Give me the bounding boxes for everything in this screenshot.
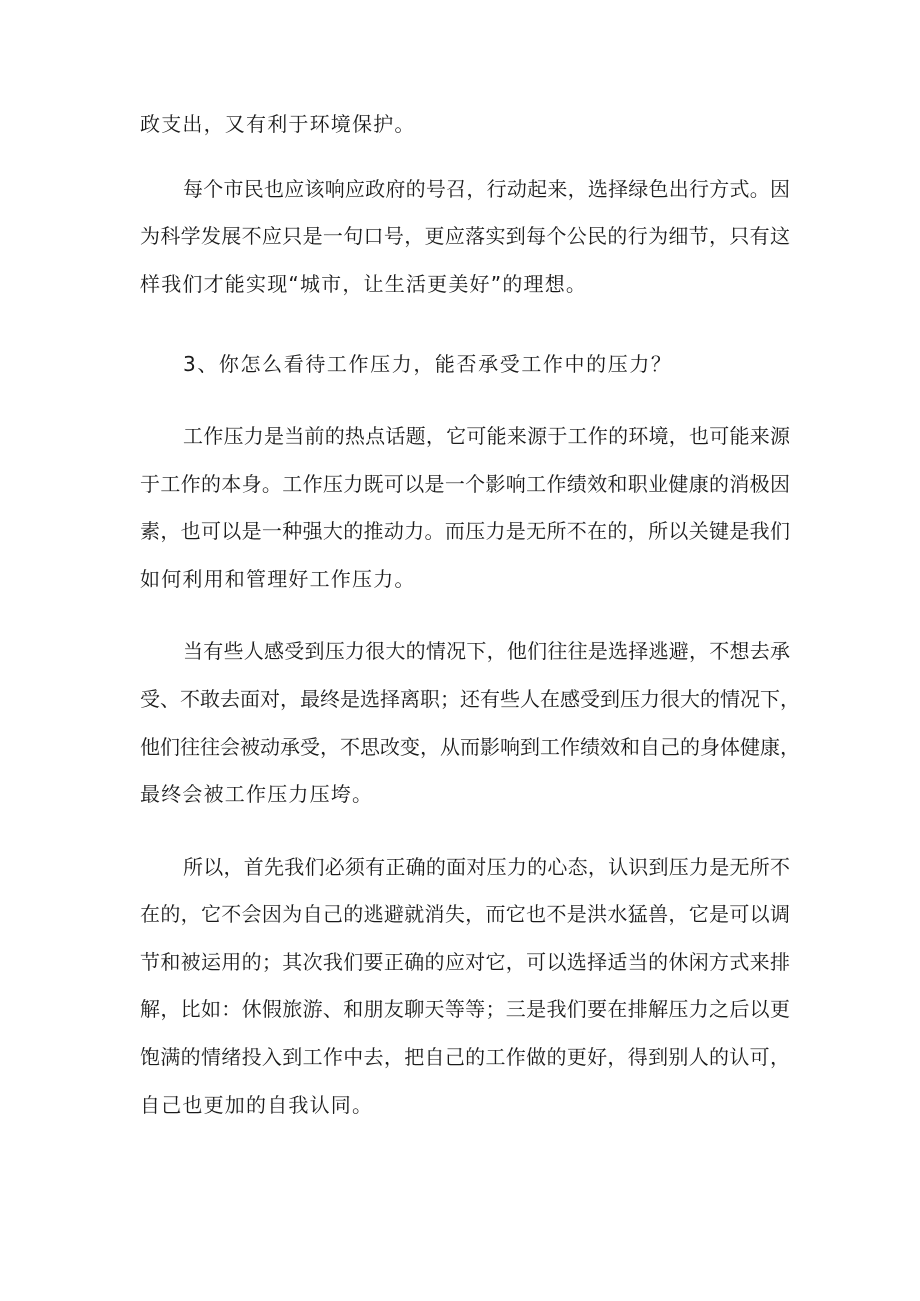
paragraph-line: 如何利用和管理好工作压力。 — [140, 567, 416, 591]
paragraph-line: 他们往往会被动承受，不思改变，从而影响到工作绩效和自己的身体健康， — [140, 735, 800, 759]
paragraph-line: 所以，首先我们必须有正确的面对压力的心态，认识到压力是无所不 — [183, 855, 790, 879]
paragraph-line: 样我们才能实现“城市，让生活更美好”的理想。 — [140, 272, 588, 296]
paragraph-line: 每个市民也应该响应政府的号召，行动起来，选择绿色出行方式。因 — [183, 177, 790, 201]
paragraph-line: 政支出，又有利于环境保护。 — [140, 112, 416, 136]
paragraph-line: 自己也更加的自我认同。 — [140, 1093, 374, 1117]
paragraph-line: 在的，它不会因为自己的逃避就消失，而它也不是洪水猛兽，它是可以调 — [140, 902, 790, 926]
paragraph-line: 工作压力是当前的热点话题，它可能来源于工作的环境，也可能来源 — [183, 424, 790, 448]
paragraph-line: 素，也可以是一种强大的推动力。而压力是无所不在的，所以关键是我们 — [140, 519, 790, 543]
paragraph-line: 当有些人感受到压力很大的情况下，他们往往是选择逃避，不想去承 — [183, 639, 790, 663]
paragraph-line: 为科学发展不应只是一句口号，更应落实到每个公民的行为细节，只有这 — [140, 224, 790, 248]
question-heading: 3、你怎么看待工作压力，能否承受工作中的压力？ — [183, 352, 673, 376]
paragraph-line: 解，比如：休假旅游、和朋友聊天等等；三是我们要在排解压力之后以更 — [140, 997, 790, 1021]
paragraph-line: 饱满的情绪投入到工作中去，把自己的工作做的更好，得到别人的认可， — [140, 1045, 790, 1069]
paragraph-line: 最终会被工作压力压垮。 — [140, 782, 374, 806]
paragraph-line: 于工作的本身。工作压力既可以是一个影响工作绩效和职业健康的消极因 — [140, 472, 790, 496]
paragraph-line: 受、不敢去面对，最终是选择离职；还有些人在感受到压力很大的情况下， — [140, 687, 800, 711]
paragraph-line: 节和被运用的；其次我们要正确的应对它，可以选择适当的休闲方式来排 — [140, 950, 790, 974]
